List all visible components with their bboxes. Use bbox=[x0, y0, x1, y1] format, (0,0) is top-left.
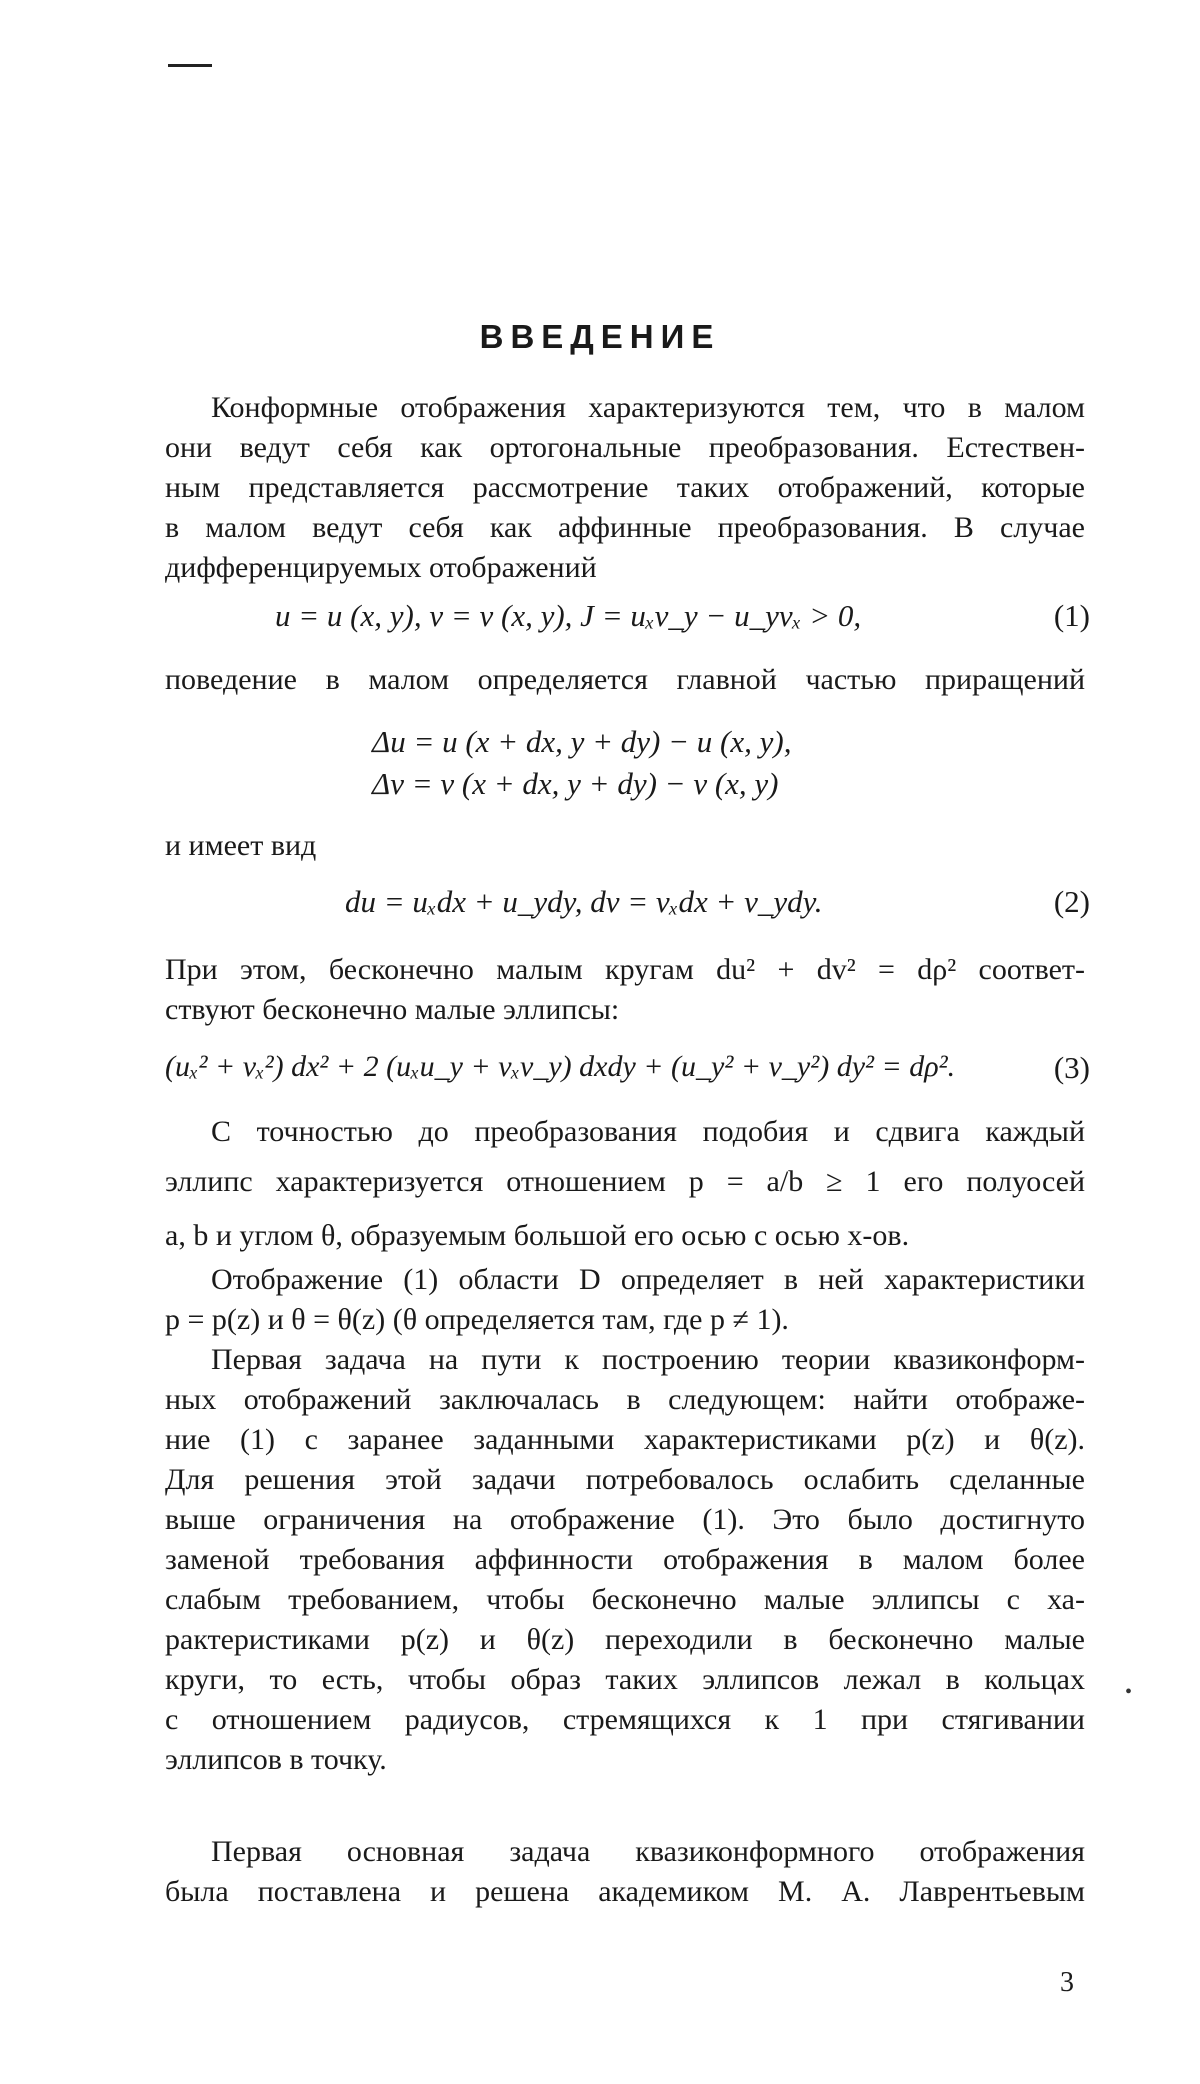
equation-3-number: (3) bbox=[1053, 1050, 1090, 1085]
paragraph-intro bbox=[165, 388, 1085, 588]
paragraph-lavrentiev bbox=[165, 1832, 1085, 1912]
equation-delta-v: Δv = v (x + dx, y + dy) − v (x, y) bbox=[372, 766, 779, 801]
text-line: Отображение (1) области D определяет в ней характеристики bbox=[211, 1263, 1085, 1296]
equation-3: (uₓ² + vₓ²) dx² + 2 (uₓu_y + vₓv_y) dxdy + (u_y² + v_y²) dy² = dρ². bbox=[165, 1050, 956, 1083]
text-line: эллипс характеризуется отношением p = a/b ≥ 1 его полуосей bbox=[165, 1165, 1085, 1198]
page-number: 3 bbox=[1060, 1967, 1074, 1998]
section-heading: ВВЕДЕНИЕ bbox=[479, 318, 721, 355]
text-line: ных отображений заключалась в следующем: найти отображе- bbox=[165, 1383, 1085, 1416]
text-line: ние (1) с заранее заданными характеристиками p(z) и θ(z). bbox=[165, 1423, 1085, 1456]
text-line: заменой требования аффинности отображения в малом более bbox=[165, 1543, 1085, 1576]
text-line: Конформные отображения характеризуются тем, что в малом bbox=[211, 391, 1085, 424]
paragraph-circles bbox=[165, 950, 1085, 1030]
text-line: круги, то есть, чтобы образ таких эллипсов лежал в кольцах bbox=[165, 1663, 1085, 1696]
text-line: Для решения этой задачи потребовалось ослабить сделанные bbox=[165, 1463, 1085, 1496]
text-line: Первая задача на пути к построению теории квазиконформ- bbox=[211, 1343, 1085, 1376]
text-line: a, b и углом θ, образуемым большой его осью с осью x-ов. bbox=[165, 1219, 910, 1252]
equation-delta-u: Δu = u (x + dx, y + dy) − u (x, y), bbox=[372, 724, 792, 759]
text-line: выше ограничения на отображение (1). Это было достигнуто bbox=[165, 1503, 1085, 1536]
paragraph-first-problem bbox=[165, 1340, 1085, 1780]
text-line: Первая основная задача квазиконформного отображения bbox=[211, 1835, 1085, 1868]
text-line: они ведут себя как ортогональные преобразования. Естествен- bbox=[165, 431, 1085, 464]
text-line: ствуют бесконечно малые эллипсы: bbox=[165, 993, 620, 1026]
text-line: С точностью до преобразования подобия и сдвига каждый bbox=[211, 1115, 1085, 1148]
text-line: ным представляется рассмотрение таких отображений, которые bbox=[165, 471, 1085, 504]
top-margin-mark bbox=[168, 64, 212, 67]
equation-1-number: (1) bbox=[1053, 598, 1090, 633]
equation-1: u = u (x, y), v = v (x, y), J = uₓv_y − u_yvₓ > 0, bbox=[275, 598, 862, 633]
equation-2-number: (2) bbox=[1053, 884, 1090, 919]
text-line: слабым требованием, чтобы бесконечно малые эллипсы с ха- bbox=[165, 1583, 1085, 1616]
text-line: p = p(z) и θ = θ(z) (θ определяется там, где p ≠ 1). bbox=[165, 1303, 789, 1336]
text-line: рактеристиками p(z) и θ(z) переходили в бесконечно малые bbox=[165, 1623, 1085, 1656]
text-line: и имеет вид bbox=[165, 829, 317, 862]
paragraph-before-eq2 bbox=[165, 826, 1085, 866]
text-line: поведение в малом определяется главной частью приращений bbox=[165, 663, 1085, 696]
text-line: дифференцируемых отображений bbox=[165, 551, 597, 584]
text-line: в малом ведут себя как аффинные преобразования. В случае bbox=[165, 511, 1085, 544]
text-line: была поставлена и решена академиком М. А. Лаврентьевым bbox=[165, 1875, 1085, 1908]
text-line: При этом, бесконечно малым кругам du² + dv² = dρ² соответ- bbox=[165, 953, 1085, 986]
text-line: эллипсов в точку. bbox=[165, 1743, 387, 1776]
equation-2: du = uₓdx + u_ydy, dv = vₓdx + v_ydy. bbox=[345, 884, 823, 919]
paragraph-characteristics bbox=[165, 1260, 1085, 1340]
paragraph-ellipse bbox=[165, 1112, 1085, 1256]
stray-mark: • bbox=[1125, 1681, 1133, 1703]
text-line: с отношением радиусов, стремящихся к 1 при стягивании bbox=[165, 1703, 1085, 1736]
paragraph-after-eq1 bbox=[165, 660, 1085, 700]
